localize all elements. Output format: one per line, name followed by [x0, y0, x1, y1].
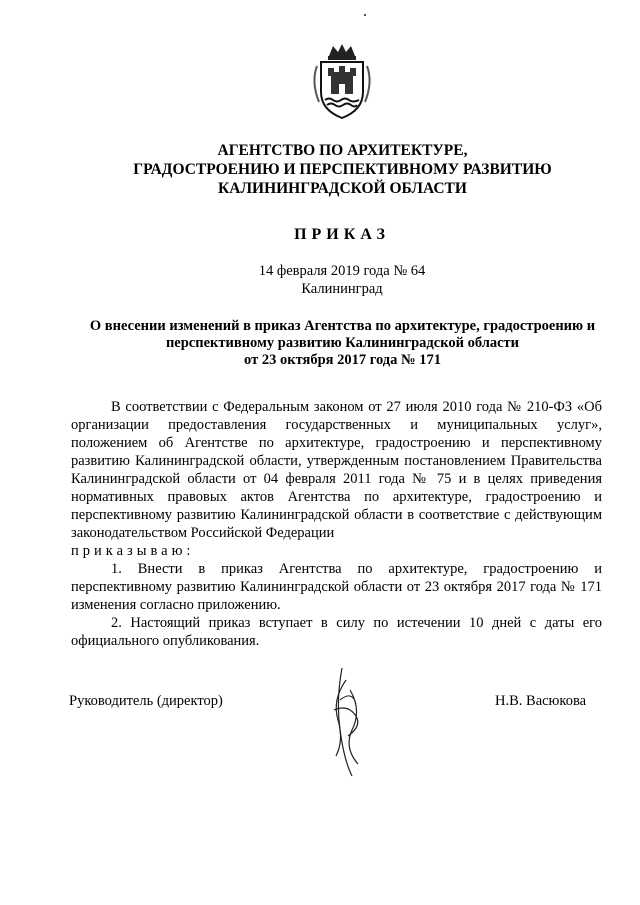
- subject-line-3: от 23 октября 2017 года № 171: [244, 352, 441, 368]
- subject-line-2: перспективному развитию Калининградской области: [165, 335, 520, 351]
- order-city: Калининград: [301, 281, 383, 297]
- order-item-2: 2. Настоящий приказ вступает в силу по истечении 10 дней с даты его официального опубликования.: [71, 615, 602, 649]
- order-subject: [60, 318, 625, 369]
- agency-line-1: АГЕНТСТВО ПО АРХИТЕКТУРЕ,: [217, 142, 468, 159]
- order-item-1: 1. Внести в приказ Агентства по архитектуре, градостроению и перспективному развитию Калининградской области от 23 октября 2017 года № 171 изменения согласно приложению.: [71, 561, 602, 613]
- handwritten-signature: [322, 660, 372, 780]
- agency-line-3: КАЛИНИНГРАДСКОЙ ОБЛАСТИ: [218, 180, 467, 197]
- preamble-paragraph: В соответствии с Федеральным законом от 27 июля 2010 года № 210-ФЗ «Об организации предоставления государственных и муниципальных услуг», положением об Агентстве по архитектуре, градостроению и перспективному развитию Калининградской области, утвержденным постановлением Правительства Калининградской области от 04 февраля 2011 года № 75 и в целях приведения нормативных правовых актов Агентства по архитектуре, градостроению и перспективному развитию Калининградской области в соответствие с действующим законодательством Российской Федерации: [71, 399, 602, 541]
- order-body: [71, 398, 602, 650]
- order-title: ПРИКАЗ: [294, 226, 390, 243]
- agency-line-2: ГРАДОСТРОЕНИЮ И ПЕРСПЕКТИВНОМУ РАЗВИТИЮ: [133, 161, 552, 178]
- subject-line-1: О внесении изменений в приказ Агентства по архитектуре, градостроению и: [89, 318, 596, 334]
- agency-header: [60, 141, 625, 198]
- scan-speck: [364, 14, 366, 16]
- order-date-number: 14 февраля 2019 года № 64: [258, 263, 426, 279]
- decree-word: приказываю:: [71, 543, 195, 559]
- signatory-position: Руководитель (директор): [69, 693, 223, 709]
- coat-of-arms-emblem: [309, 42, 375, 120]
- signatory-name: Н.В. Васюкова: [495, 693, 587, 709]
- order-meta: [0, 262, 640, 298]
